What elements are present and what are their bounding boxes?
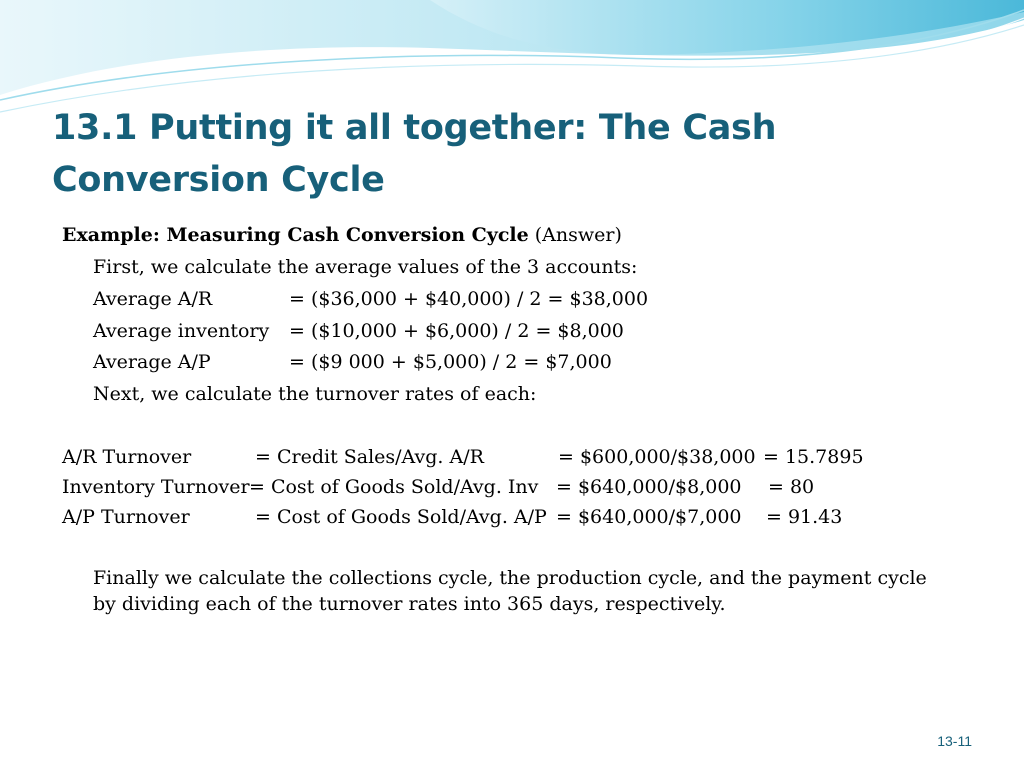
average-formula: = ($36,000 + $40,000) / 2 = $38,000	[289, 288, 649, 310]
average-label: Average A/P	[93, 351, 211, 373]
average-formula: = ($10,000 + $6,000) / 2 = $8,000	[289, 320, 624, 342]
turnover-calc: = $640,000/$7,000	[556, 506, 742, 528]
next-text: Next, we calculate the turnover rates of each:	[93, 383, 537, 405]
example-heading-line	[62, 222, 622, 248]
turnover-formula: = Cost of Goods Sold/Avg. Inv	[249, 476, 539, 498]
slide-number: 13-11	[937, 733, 972, 749]
slide-title: 13.1 Putting it all together: The Cash Conversion Cycle	[52, 108, 777, 200]
turnover-calc: = $600,000/$38,000	[558, 446, 756, 468]
example-heading: Example: Measuring Cash Conversion Cycle	[62, 224, 529, 246]
conclusion-text: Finally we calculate the collections cycle, the production cycle, and the payment cycle by dividing each of the turnover rates into 365 days, respectively.	[93, 567, 927, 615]
turnover-calc: = $640,000/$8,000	[556, 476, 742, 498]
turnover-result: = 15.7895	[763, 446, 864, 468]
turnover-formula: = Credit Sales/Avg. A/R	[255, 446, 484, 468]
average-formula: = ($9 000 + $5,000) / 2 = $7,000	[289, 351, 612, 373]
turnover-formula: = Cost of Goods Sold/Avg. A/P	[255, 506, 547, 528]
intro-text: First, we calculate the average values of the 3 accounts:	[93, 256, 638, 278]
average-label: Average A/R	[93, 288, 213, 310]
average-label: Average inventory	[93, 320, 270, 342]
turnover-label: Inventory Turnover	[62, 476, 250, 498]
turnover-result: = 91.43	[766, 506, 843, 528]
turnover-label: A/R Turnover	[62, 446, 192, 468]
example-heading-suffix: (Answer)	[528, 224, 622, 246]
turnover-label: A/P Turnover	[62, 506, 190, 528]
turnover-result: = 80	[768, 476, 815, 498]
